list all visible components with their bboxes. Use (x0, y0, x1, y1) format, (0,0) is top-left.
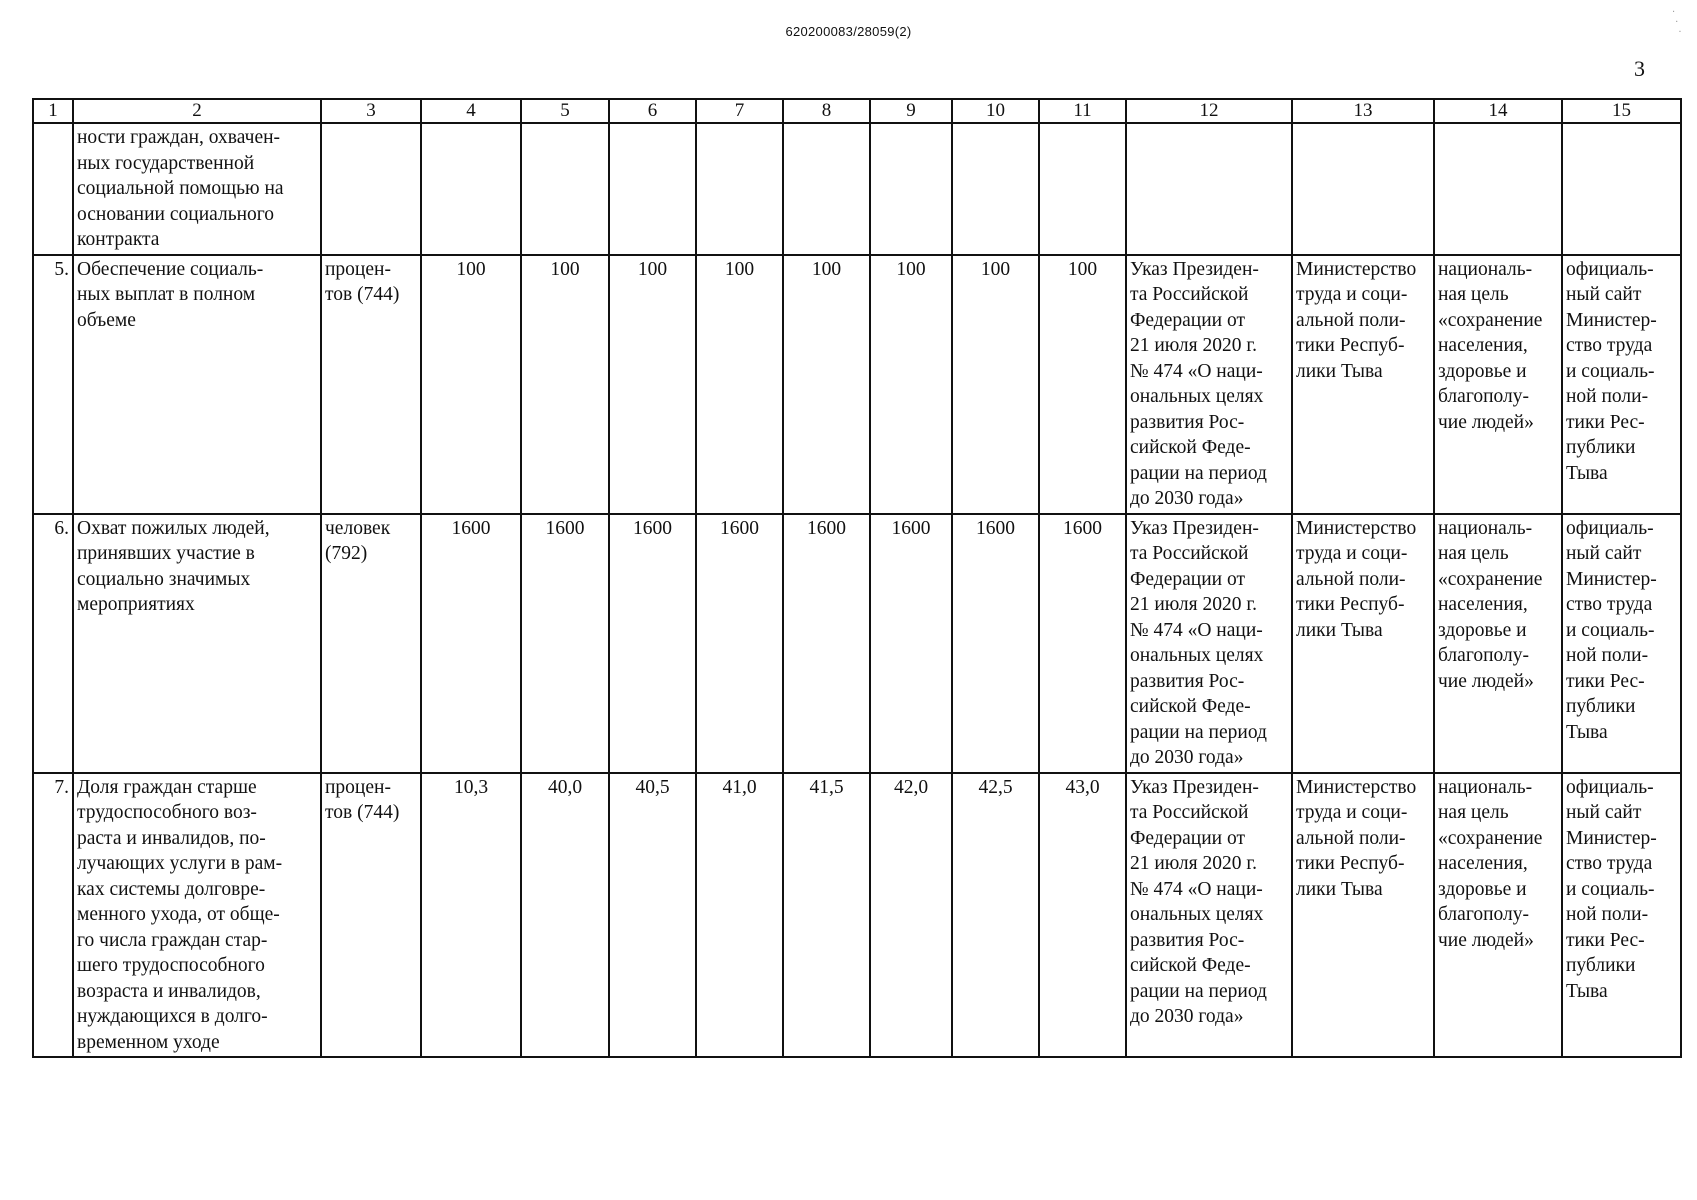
indicator-value: 100 (783, 255, 870, 514)
cell-line: ная цель (1438, 543, 1509, 564)
cell-line: лики Тыва (1296, 619, 1383, 641)
cell-line: населения, (1438, 335, 1528, 356)
scan-artifact-icon: · · · (1672, 7, 1682, 38)
cell-line: № 474 «О наци- (1130, 619, 1263, 641)
cell-line: временном уходе (77, 1031, 220, 1053)
cell-line: благополу- (1438, 645, 1529, 666)
information-source (1562, 255, 1681, 514)
indicator-value (421, 123, 521, 255)
cell-line: ный сайт (1566, 802, 1642, 823)
table-row (33, 255, 1681, 514)
indicator-value: 100 (609, 255, 696, 514)
information-source (1562, 773, 1681, 1058)
indicator-value: 40,5 (609, 773, 696, 1058)
cell-line: лики Тыва (1296, 878, 1383, 900)
cell-line: официаль- (1566, 258, 1654, 280)
cell-line: ная цель (1438, 284, 1509, 305)
cell-line: Обеспечение социаль- (77, 258, 264, 280)
cell-line: менного ухода, от обще- (77, 904, 280, 925)
cell-line: Доля граждан старше (77, 776, 257, 798)
cell-line: Министер- (1566, 309, 1657, 331)
cell-line: лики Тыва (1296, 360, 1383, 382)
column-number-header: 14 (1434, 99, 1562, 123)
cell-line: человек (325, 517, 391, 539)
row-number: 6. (33, 514, 73, 773)
cell-line: чие людей» (1438, 670, 1534, 692)
column-number-header: 13 (1292, 99, 1434, 123)
indicator-value: 1600 (696, 514, 783, 773)
cell-line: ная цель (1438, 802, 1509, 823)
table-row (33, 773, 1681, 1058)
indicator-value: 1600 (783, 514, 870, 773)
information-source (1562, 123, 1681, 255)
cell-line: рации на период (1130, 721, 1267, 743)
cell-line: контракта (77, 229, 160, 250)
column-number-header: 8 (783, 99, 870, 123)
cell-line: рации на период (1130, 462, 1267, 484)
cell-line: ный сайт (1566, 284, 1642, 305)
column-number-header: 15 (1562, 99, 1681, 123)
responsible-body (1292, 123, 1434, 255)
unit-of-measure (321, 773, 421, 1058)
cell-line: тики Рес- (1566, 670, 1645, 692)
column-number-header: 3 (321, 99, 421, 123)
cell-line: сийской Феде- (1130, 437, 1251, 458)
cell-line: Министерство (1296, 776, 1417, 798)
legal-basis (1126, 514, 1292, 773)
legal-basis (1126, 773, 1292, 1058)
column-number-header: 12 (1126, 99, 1292, 123)
indicator-value: 1600 (609, 514, 696, 773)
cell-line: Министерство (1296, 258, 1417, 280)
cell-line: шего трудоспособного (77, 955, 265, 976)
cell-line: та Российской (1130, 543, 1249, 564)
cell-line: «сохранение (1438, 568, 1543, 590)
column-number-row (33, 99, 1681, 123)
column-number-header: 9 (870, 99, 952, 123)
cell-line: ной поли- (1566, 386, 1649, 407)
indicator-value: 100 (421, 255, 521, 514)
cell-line: 21 июля 2020 г. (1130, 335, 1258, 356)
indicator-name (73, 123, 321, 255)
cell-line: и социаль- (1566, 360, 1655, 382)
cell-line: тики Респуб- (1296, 335, 1405, 356)
information-source (1562, 514, 1681, 773)
cell-line: ство труда (1566, 853, 1653, 874)
cell-line: Министерство (1296, 517, 1417, 539)
cell-line: альной поли- (1296, 309, 1406, 331)
cell-line: ональных целях (1130, 904, 1264, 925)
cell-line: населения, (1438, 853, 1528, 874)
indicator-value (609, 123, 696, 255)
document-code: 620200083/28059(2) (785, 24, 912, 39)
responsible-body (1292, 255, 1434, 514)
cell-line: (792) (325, 543, 368, 564)
indicator-value: 42,0 (870, 773, 952, 1058)
indicator-value (783, 123, 870, 255)
cell-line: Охват пожилых людей, (77, 517, 270, 539)
national-goal (1434, 123, 1562, 255)
indicator-value (870, 123, 952, 255)
cell-line: труда и соци- (1296, 284, 1408, 305)
page-number: 3 (1634, 56, 1645, 81)
cell-line: нуждающихся в долго- (77, 1006, 268, 1027)
cell-line: Министер- (1566, 568, 1657, 590)
cell-line: ональных целях (1130, 645, 1264, 666)
indicators-table (32, 98, 1682, 1058)
national-goal (1434, 773, 1562, 1058)
cell-line: развития Рос- (1130, 670, 1245, 692)
indicator-name (73, 773, 321, 1058)
cell-line: социальной помощью на (77, 178, 284, 199)
cell-line: тов (744) (325, 802, 400, 823)
indicator-value (952, 123, 1039, 255)
cell-line: официаль- (1566, 517, 1654, 539)
column-number-header: 11 (1039, 99, 1126, 123)
indicator-value: 42,5 (952, 773, 1039, 1058)
cell-line: альной поли- (1296, 568, 1406, 590)
cell-line: ных выплат в полном (77, 284, 256, 305)
indicator-value: 1600 (521, 514, 609, 773)
cell-line: здоровье и (1438, 619, 1527, 641)
indicator-value: 41,5 (783, 773, 870, 1058)
cell-line: публики (1566, 437, 1636, 458)
column-number-header: 4 (421, 99, 521, 123)
table-row (33, 123, 1681, 255)
cell-line: официаль- (1566, 776, 1654, 798)
cell-line: 21 июля 2020 г. (1130, 853, 1258, 874)
unit-of-measure (321, 514, 421, 773)
cell-line: та Российской (1130, 284, 1249, 305)
cell-line: рации на период (1130, 980, 1267, 1002)
cell-line: сийской Феде- (1130, 955, 1251, 976)
cell-line: основании социального (77, 203, 275, 225)
cell-line: та Российской (1130, 802, 1249, 823)
unit-of-measure (321, 255, 421, 514)
responsible-body (1292, 514, 1434, 773)
cell-line: ный сайт (1566, 543, 1642, 564)
cell-line: № 474 «О наци- (1130, 878, 1263, 900)
cell-line: до 2030 года» (1130, 747, 1244, 768)
cell-line: тов (744) (325, 284, 400, 305)
cell-line: раста и инвалидов, по- (77, 827, 266, 849)
cell-line: Министер- (1566, 827, 1657, 849)
indicator-value: 100 (696, 255, 783, 514)
cell-line: ной поли- (1566, 645, 1649, 666)
indicator-value: 1600 (952, 514, 1039, 773)
cell-line: Федерации от (1130, 827, 1245, 849)
indicator-value: 100 (870, 255, 952, 514)
cell-line: трудоспособного воз- (77, 802, 257, 823)
indicator-value: 10,3 (421, 773, 521, 1058)
cell-line: тики Рес- (1566, 929, 1645, 951)
column-number-header: 6 (609, 99, 696, 123)
cell-line: объеме (77, 309, 136, 331)
cell-line: чие людей» (1438, 411, 1534, 433)
cell-line: и социаль- (1566, 878, 1655, 900)
cell-line: го числа граждан стар- (77, 929, 268, 951)
cell-line: ство труда (1566, 594, 1653, 615)
cell-line: ности граждан, охвачен- (77, 127, 281, 148)
responsible-body (1292, 773, 1434, 1058)
indicator-value: 40,0 (521, 773, 609, 1058)
cell-line: «сохранение (1438, 827, 1543, 849)
indicator-value: 1600 (870, 514, 952, 773)
cell-line: Указ Президен- (1130, 258, 1259, 280)
indicator-name (73, 255, 321, 514)
cell-line: Указ Президен- (1130, 776, 1259, 798)
cell-line: лучающих услуги в рам- (77, 853, 283, 874)
cell-line: националь- (1438, 776, 1533, 798)
cell-line: и социаль- (1566, 619, 1655, 641)
indicator-name (73, 514, 321, 773)
indicator-value: 43,0 (1039, 773, 1126, 1058)
cell-line: ной поли- (1566, 904, 1649, 925)
cell-line: 21 июля 2020 г. (1130, 594, 1258, 615)
row-number (33, 123, 73, 255)
cell-line: развития Рос- (1130, 929, 1245, 951)
cell-line: тики Респуб- (1296, 594, 1405, 615)
cell-line: Тыва (1566, 721, 1608, 743)
indicator-value: 41,0 (696, 773, 783, 1058)
indicator-value (696, 123, 783, 255)
cell-line: № 474 «О наци- (1130, 360, 1263, 382)
cell-line: националь- (1438, 258, 1533, 280)
cell-line: националь- (1438, 517, 1533, 539)
column-number-header: 7 (696, 99, 783, 123)
cell-line: процен- (325, 258, 391, 280)
cell-line: здоровье и (1438, 878, 1527, 900)
cell-line: труда и соци- (1296, 543, 1408, 564)
cell-line: здоровье и (1438, 360, 1527, 382)
cell-line: возраста и инвалидов, (77, 980, 261, 1002)
row-number: 5. (33, 255, 73, 514)
indicator-value: 1600 (421, 514, 521, 773)
unit-of-measure (321, 123, 421, 255)
row-number: 7. (33, 773, 73, 1058)
column-number-header: 10 (952, 99, 1039, 123)
indicator-value: 100 (952, 255, 1039, 514)
cell-line: «сохранение (1438, 309, 1543, 331)
cell-line: тики Рес- (1566, 411, 1645, 433)
cell-line: благополу- (1438, 904, 1529, 925)
cell-line: Указ Президен- (1130, 517, 1259, 539)
cell-line: Федерации от (1130, 568, 1245, 590)
cell-line: Федерации от (1130, 309, 1245, 331)
indicator-value: 100 (1039, 255, 1126, 514)
cell-line: сийской Феде- (1130, 696, 1251, 717)
column-number-header: 1 (33, 99, 73, 123)
cell-line: процен- (325, 776, 391, 798)
cell-line: до 2030 года» (1130, 488, 1244, 509)
cell-line: публики (1566, 696, 1636, 717)
table-row (33, 514, 1681, 773)
national-goal (1434, 514, 1562, 773)
cell-line: Тыва (1566, 462, 1608, 484)
cell-line: благополу- (1438, 386, 1529, 407)
cell-line: Тыва (1566, 980, 1608, 1002)
cell-line: мероприятиях (77, 594, 195, 615)
cell-line: публики (1566, 955, 1636, 976)
cell-line: ках системы долговре- (77, 878, 266, 900)
indicator-value (521, 123, 609, 255)
column-number-header: 2 (73, 99, 321, 123)
cell-line: альной поли- (1296, 827, 1406, 849)
cell-line: чие людей» (1438, 929, 1534, 951)
cell-line: социально значимых (77, 568, 251, 590)
cell-line: населения, (1438, 594, 1528, 615)
indicator-value: 100 (521, 255, 609, 514)
indicator-value: 1600 (1039, 514, 1126, 773)
legal-basis (1126, 255, 1292, 514)
national-goal (1434, 255, 1562, 514)
cell-line: ных государственной (77, 152, 255, 174)
cell-line: принявших участие в (77, 543, 255, 564)
indicator-value (1039, 123, 1126, 255)
legal-basis (1126, 123, 1292, 255)
column-number-header: 5 (521, 99, 609, 123)
cell-line: развития Рос- (1130, 411, 1245, 433)
cell-line: тики Респуб- (1296, 853, 1405, 874)
cell-line: труда и соци- (1296, 802, 1408, 823)
cell-line: ональных целях (1130, 386, 1264, 407)
cell-line: до 2030 года» (1130, 1006, 1244, 1027)
cell-line: ство труда (1566, 335, 1653, 356)
